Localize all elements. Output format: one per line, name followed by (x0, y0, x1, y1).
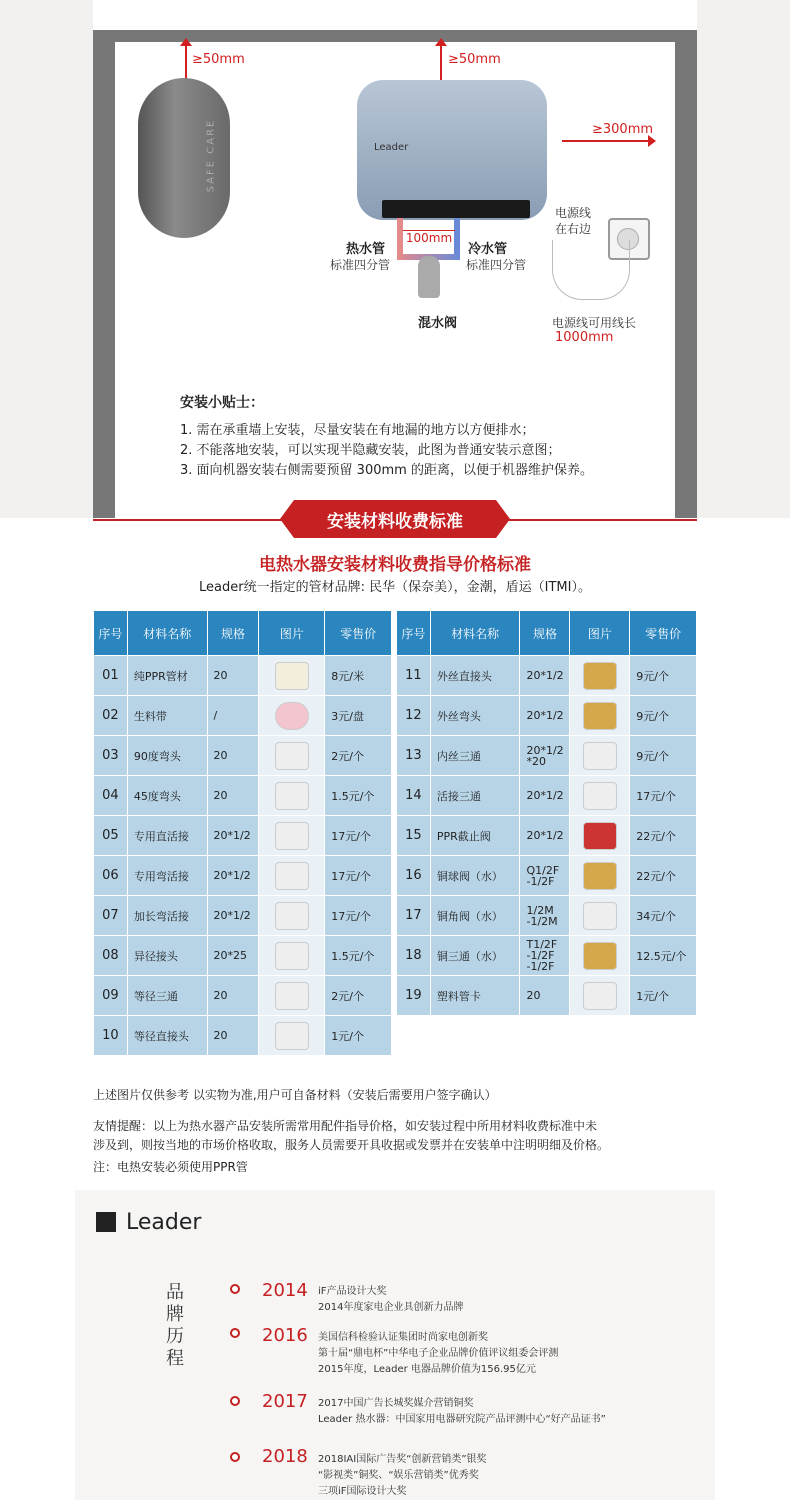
material-spec: 1/2M -1/2M (520, 896, 570, 936)
material-picture (570, 656, 630, 696)
row-number: 13 (397, 736, 431, 776)
year-2017: 2017 (262, 1391, 308, 1412)
reminder-line-1: 友情提醒：以上为热水器产品安装所需常用配件指导价格，如安装过程中所用材料收费标准中未 (93, 1119, 598, 1133)
material-price: 34元/个 (630, 896, 697, 936)
material-spec: 20*25 (207, 936, 259, 976)
material-name: 专用弯活接 (127, 856, 207, 896)
row-number: 16 (397, 856, 431, 896)
material-picture (259, 976, 325, 1016)
power-right-line1: 电源线 (555, 206, 592, 220)
clearance-right: ≥300mm (592, 122, 654, 137)
material-picture (259, 816, 325, 856)
material-price: 2元/个 (325, 976, 392, 1016)
material-picture (259, 696, 325, 736)
row-number: 09 (94, 976, 128, 1016)
row-number: 12 (397, 696, 431, 736)
timeline-dot-2017 (230, 1396, 240, 1406)
material-spec: 20*1/2 (520, 776, 570, 816)
row-number: 03 (94, 736, 128, 776)
leader-logo-text: Leader (126, 1210, 202, 1235)
material-picture (570, 976, 630, 1016)
material-price: 1元/个 (325, 1016, 392, 1056)
material-spec: 20*1/2 (520, 656, 570, 696)
material-spec: 20*1/2 (207, 896, 259, 936)
material-price: 17元/个 (630, 776, 697, 816)
row-number: 10 (94, 1016, 128, 1056)
table-header (94, 611, 392, 656)
row-number: 07 (94, 896, 128, 936)
row-number: 06 (94, 856, 128, 896)
mix-valve-label: 混水阀 (418, 316, 458, 331)
table-row (94, 696, 392, 736)
material-spec: 20 (520, 976, 570, 1016)
row-number: 08 (94, 936, 128, 976)
leader-logo-icon (96, 1212, 116, 1232)
material-name: 铜三通（水） (430, 936, 520, 976)
row-number: 02 (94, 696, 128, 736)
row-number: 11 (397, 656, 431, 696)
fitting-icon (275, 742, 309, 770)
clearance-top-small: ≥50mm (192, 52, 245, 67)
fitting-icon (583, 782, 617, 810)
fitting-icon (275, 982, 309, 1010)
event-2016-2: 第十届“鼎电杯”中华电子企业品牌价值评议组委会评测 (318, 1348, 559, 1359)
table-row (397, 776, 697, 816)
material-name: 生料带 (127, 696, 207, 736)
event-2018-3: 三项iF国际设计大奖 (318, 1486, 407, 1497)
material-spec: 20 (207, 976, 259, 1016)
fitting-icon (583, 822, 617, 850)
material-picture (259, 896, 325, 936)
power-right-line2: 在右边 (555, 222, 592, 236)
table-row (94, 936, 392, 976)
row-number: 15 (397, 816, 431, 856)
material-picture (259, 736, 325, 776)
heater-control-panel (382, 200, 530, 218)
material-picture (570, 736, 630, 776)
material-name: 等径三通 (127, 976, 207, 1016)
material-picture (259, 1016, 325, 1056)
material-name: 45度弯头 (127, 776, 207, 816)
tip-line-1: 1. 需在承重墙上安装，尽量安装在有地漏的地方以方便排水； (180, 423, 535, 438)
timeline-dot-2018 (230, 1452, 240, 1462)
table-row (397, 856, 697, 896)
table-row (94, 816, 392, 856)
material-price: 1.5元/个 (325, 776, 392, 816)
tips-title: 安装小贴士： (180, 395, 264, 411)
price-table-left (93, 610, 392, 1056)
fitting-icon (583, 942, 617, 970)
ppr-note: 注：电热安装必须使用PPR管 (93, 1160, 248, 1174)
material-price: 9元/个 (630, 736, 697, 776)
fitting-icon (275, 822, 309, 850)
table-row (397, 656, 697, 696)
header-price: 零售价 (325, 611, 392, 656)
table-row (397, 896, 697, 936)
cable-length-value: 1000mm (555, 330, 614, 345)
material-price: 8元/米 (325, 656, 392, 696)
fitting-icon (275, 902, 309, 930)
material-spec: 20 (207, 656, 259, 696)
price-table-right (396, 610, 697, 1016)
material-price: 12.5元/个 (630, 936, 697, 976)
material-name: 外丝弯头 (430, 696, 520, 736)
fitting-icon (275, 942, 309, 970)
material-picture (570, 816, 630, 856)
row-number: 19 (397, 976, 431, 1016)
year-2018: 2018 (262, 1446, 308, 1467)
material-spec: 20*1/2 *20 (520, 736, 570, 776)
small-heater-text: SAFE CARE (205, 118, 217, 193)
wall-top-space (93, 0, 697, 30)
pipe-gap-label: 100mm (403, 230, 455, 246)
fitting-icon (583, 742, 617, 770)
year-2016: 2016 (262, 1325, 308, 1346)
material-name: 外丝直接头 (430, 656, 520, 696)
row-number: 01 (94, 656, 128, 696)
clearance-top-big: ≥50mm (448, 52, 501, 67)
fitting-icon (583, 862, 617, 890)
material-picture (570, 896, 630, 936)
material-price: 22元/个 (630, 816, 697, 856)
event-2018-2: “影视类”铜奖、“娱乐营销类”优秀奖 (318, 1470, 479, 1481)
material-spec: / (207, 696, 259, 736)
table-row (94, 1016, 392, 1056)
material-picture (570, 936, 630, 976)
material-picture (570, 776, 630, 816)
material-name: PPR截止阀 (430, 816, 520, 856)
header-no: 序号 (397, 611, 431, 656)
table-row (397, 696, 697, 736)
header-spec: 规格 (520, 611, 570, 656)
clearance-arrow-small (185, 40, 187, 80)
timeline-dot-2014 (230, 1284, 240, 1294)
material-price: 9元/个 (630, 696, 697, 736)
header-name: 材料名称 (430, 611, 520, 656)
material-spec: 20*1/2 (520, 816, 570, 856)
photo-note: 上述图片仅供参考 以实物为准,用户可自备材料（安装后需要用户签字确认） (93, 1088, 497, 1102)
fitting-icon (583, 902, 617, 930)
table-row (397, 816, 697, 856)
fitting-icon (275, 862, 309, 890)
material-spec: Q1/2F -1/2F (520, 856, 570, 896)
tip-line-2: 2. 不能落地安装，可以实现半隐藏安装，此图为普通安装示意图； (180, 443, 561, 458)
material-picture (259, 656, 325, 696)
table-row (94, 656, 392, 696)
material-picture (259, 776, 325, 816)
material-price: 3元/盘 (325, 696, 392, 736)
material-name: 塑料管卡 (430, 976, 520, 1016)
reminder-line-2: 涉及到，则按当地的市场价格收取，服务人员需要开具收据或发票并在安装单中注明明细及价格。 (93, 1138, 610, 1152)
event-2018-1: 2018IAI国际广告奖“创新营销类”银奖 (318, 1454, 487, 1465)
material-price: 1.5元/个 (325, 936, 392, 976)
power-cable (552, 240, 630, 300)
table-row (397, 976, 697, 1016)
material-picture (259, 936, 325, 976)
ribbon-text: 安装材料收费标准 (327, 512, 463, 532)
material-price: 1元/个 (630, 976, 697, 1016)
brand-history-title: 品牌历程 (166, 1282, 184, 1369)
fitting-icon (275, 702, 309, 730)
material-name: 铜球阀（水） (430, 856, 520, 896)
row-number: 05 (94, 816, 128, 856)
heater-logo: Leader (374, 142, 409, 153)
material-name: 等径直接头 (127, 1016, 207, 1056)
cold-pipe-label: 冷水管 (468, 242, 508, 257)
price-heading: 电热水器安装材料收费指导价格标准 (259, 555, 531, 575)
price-subheading: Leader统一指定的管材品牌: 民华（保奈美），金潮，盾运（ITMI）。 (199, 580, 591, 595)
event-2016-1: 美国信科检验认证集团时尚家电创新奖 (318, 1332, 488, 1343)
material-spec: 20*1/2 (207, 856, 259, 896)
material-name: 异径接头 (127, 936, 207, 976)
header-no: 序号 (94, 611, 128, 656)
fitting-icon (583, 662, 617, 690)
tip-line-3: 3. 面向机器安装右侧需要预留 300mm 的距离，以便于机器维护保养。 (180, 463, 593, 478)
header-name: 材料名称 (127, 611, 207, 656)
material-spec: 20 (207, 776, 259, 816)
table-row (94, 856, 392, 896)
event-2017-1: 2017中国广告长城奖媒介营销铜奖 (318, 1398, 474, 1409)
material-picture (259, 856, 325, 896)
table-row (397, 736, 697, 776)
material-price: 17元/个 (325, 896, 392, 936)
hot-pipe-spec: 标准四分管 (330, 258, 391, 272)
section-ribbon (280, 500, 510, 538)
material-price: 17元/个 (325, 856, 392, 896)
header-price: 零售价 (630, 611, 697, 656)
material-price: 17元/个 (325, 816, 392, 856)
event-2014-1: iF产品设计大奖 (318, 1286, 387, 1297)
ceiling (115, 30, 675, 42)
table-row (94, 896, 392, 936)
fitting-icon (583, 982, 617, 1010)
header-spec: 规格 (207, 611, 259, 656)
material-price: 22元/个 (630, 856, 697, 896)
event-2014-2: 2014年度家电企业具创新力品牌 (318, 1302, 464, 1313)
row-number: 17 (397, 896, 431, 936)
hot-pipe-label: 热水管 (346, 242, 386, 257)
material-name: 活接三通 (430, 776, 520, 816)
material-picture (570, 856, 630, 896)
row-number: 14 (397, 776, 431, 816)
row-number: 18 (397, 936, 431, 976)
material-name: 加长弯活接 (127, 896, 207, 936)
material-spec: 20*1/2 (207, 816, 259, 856)
fitting-icon (583, 702, 617, 730)
material-name: 90度弯头 (127, 736, 207, 776)
event-2016-3: 2015年度，Leader 电器品牌价值为156.95亿元 (318, 1364, 536, 1375)
fitting-icon (275, 1022, 309, 1050)
material-spec: 20*1/2 (520, 696, 570, 736)
material-spec: 20 (207, 736, 259, 776)
year-2014: 2014 (262, 1280, 308, 1301)
table-row (94, 736, 392, 776)
header-pic: 图片 (570, 611, 630, 656)
mix-valve-image (418, 256, 440, 298)
material-spec: T1/2F -1/2F -1/2F (520, 936, 570, 976)
material-name: 专用直活接 (127, 816, 207, 856)
timeline-dot-2016 (230, 1328, 240, 1338)
table-row (94, 976, 392, 1016)
material-price: 9元/个 (630, 656, 697, 696)
cold-pipe-spec: 标准四分管 (466, 258, 527, 272)
table-row (397, 936, 697, 976)
material-name: 纯PPR管材 (127, 656, 207, 696)
material-spec: 20 (207, 1016, 259, 1056)
table-row (94, 776, 392, 816)
material-name: 铜角阀（水） (430, 896, 520, 936)
row-number: 04 (94, 776, 128, 816)
clearance-arrow-right (562, 140, 652, 142)
material-name: 内丝三通 (430, 736, 520, 776)
table-header (397, 611, 697, 656)
fitting-icon (275, 782, 309, 810)
fitting-icon (275, 662, 309, 690)
event-2017-2: Leader 热水器：中国家用电器研究院产品评测中心“好产品证书” (318, 1414, 606, 1425)
material-picture (570, 696, 630, 736)
clearance-arrow-big (440, 40, 442, 80)
material-price: 2元/个 (325, 736, 392, 776)
cable-length-label: 电源线可用线长 (552, 316, 637, 330)
header-pic: 图片 (259, 611, 325, 656)
